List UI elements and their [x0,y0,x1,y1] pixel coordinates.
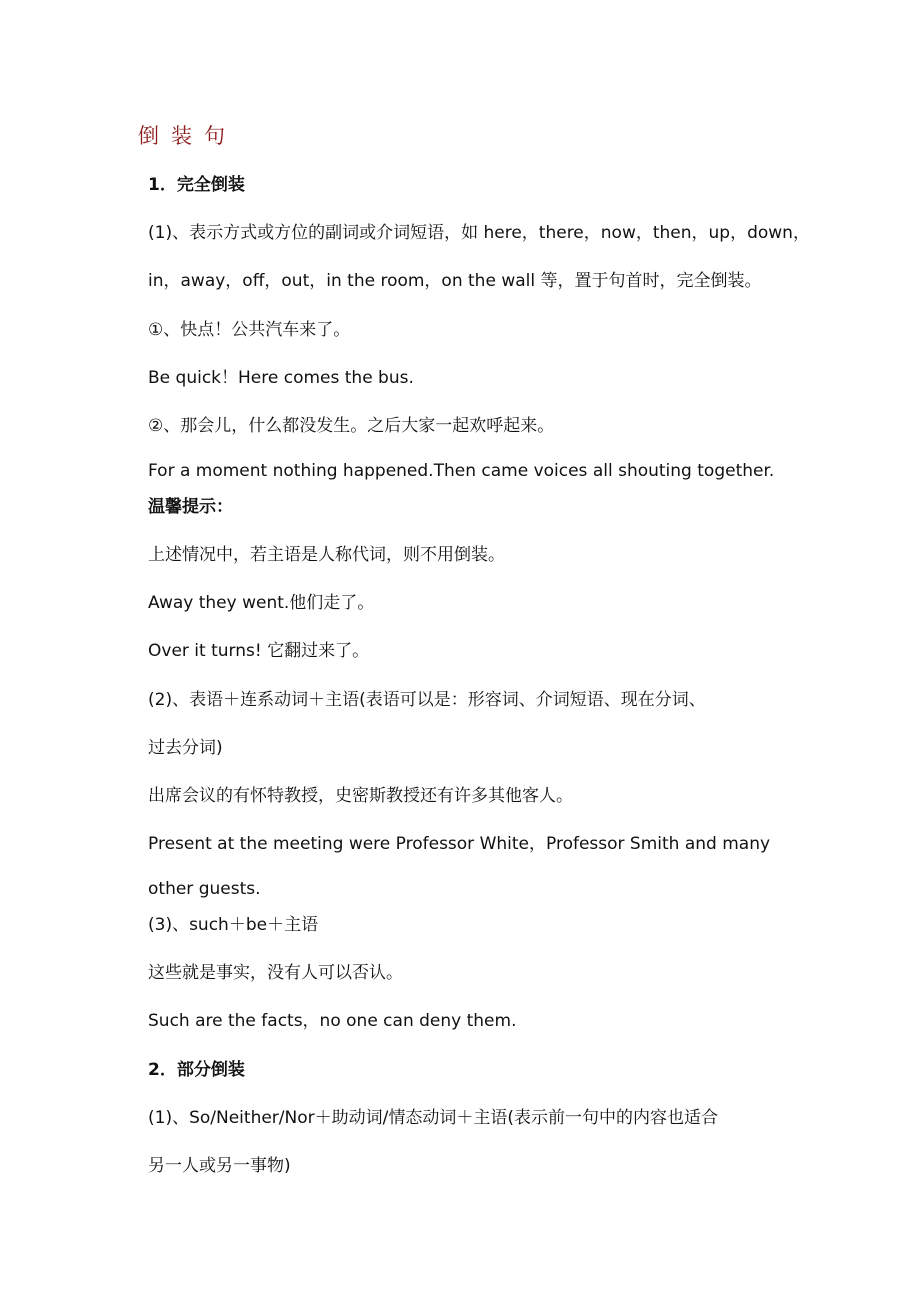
paragraph-line: (2)、表语＋连系动词＋主语(表语可以是：形容词、介词短语、现在分词、 [148,690,706,710]
paragraph-line: 另一人或另一事物) [148,1156,291,1176]
paragraph-line: in，away，off，out，in the room，on the wall 等，置于句首时，完全倒装。 [148,271,762,291]
example-english: Away they went.他们走了。 [148,593,375,613]
paragraph-line: 过去分词) [148,738,223,758]
paragraph-line: (1)、So/Neither/Nor＋助动词/情态动词＋主语(表示前一句中的内容也适合 [148,1108,718,1128]
example-english: Be quick！Here comes the bus. [148,368,414,388]
example-english: Present at the meeting were Professor White，Professor Smith and many [148,834,771,854]
document-title: 倒装句 [138,124,237,148]
example-english: For a moment nothing happened.Then came voices all shouting together. [148,461,775,481]
paragraph-line: (1)、表示方式或方位的副词或介词短语，如 here，there，now，then，up，down， [148,223,810,243]
example-chinese: ①、快点！公共汽车来了。 [148,320,351,340]
example-english: other guests. [148,879,261,899]
example-english: Such are the facts，no one can deny them. [148,1011,517,1031]
section-heading-full-inversion: 1．完全倒装 [148,175,245,195]
example-chinese: ②、那会儿，什么都没发生。之后大家一起欢呼起来。 [148,416,555,436]
paragraph-line: 上述情况中，若主语是人称代词，则不用倒装。 [148,545,505,565]
tip-heading: 温馨提示： [148,497,233,517]
section-heading-partial-inversion: 2．部分倒装 [148,1060,245,1080]
example-chinese: 出席会议的有怀特教授，史密斯教授还有许多其他客人。 [148,786,573,806]
example-chinese: 这些就是事实，没有人可以否认。 [148,963,403,983]
example-english: Over it turns! 它翻过来了。 [148,641,370,661]
paragraph-line: (3)、such＋be＋主语 [148,915,319,935]
